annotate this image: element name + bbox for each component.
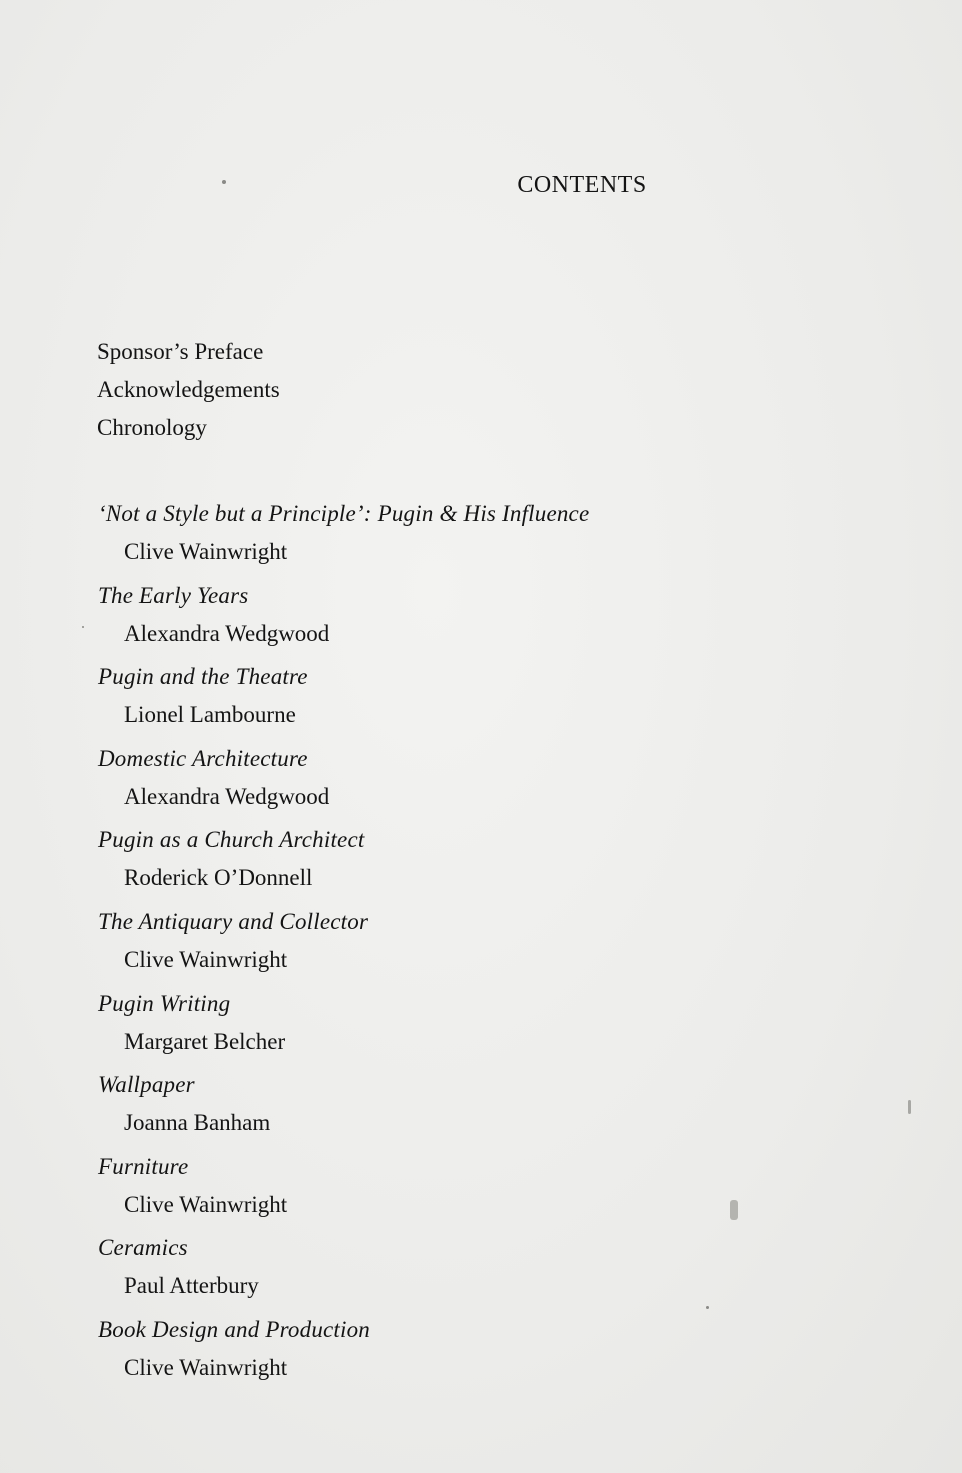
essay-author: Clive Wainwright <box>124 1354 288 1380</box>
essay-title: The Early Years <box>98 582 249 608</box>
essay-title: Pugin and the Theatre <box>98 664 308 690</box>
essay-title: Wallpaper <box>98 1072 195 1098</box>
essay-entry <box>98 908 798 990</box>
essay-entry <box>98 990 798 1072</box>
essay-author: Clive Wainwright <box>124 539 288 564</box>
essay-entry <box>98 582 798 664</box>
essay-entry <box>98 1234 798 1316</box>
paper-speck <box>706 1306 709 1309</box>
essay-author: Joanna Banham <box>124 1110 271 1136</box>
essay-entry <box>98 1071 798 1153</box>
page-heading: CONTENTS <box>517 172 647 198</box>
essay-list <box>98 500 798 1398</box>
essay-author: Lionel Lambourne <box>124 702 296 728</box>
paper-speck <box>908 1100 911 1114</box>
essay-title: Ceramics <box>98 1235 188 1261</box>
prelim-item-chronology: Chronology <box>97 415 207 440</box>
essay-title: Pugin Writing <box>98 990 231 1016</box>
paper-speck <box>222 180 226 184</box>
prelim-item-sponsors-preface: Sponsor’s Preface <box>97 339 264 364</box>
essay-entry <box>98 826 798 908</box>
prelim-item-acknowledgements: Acknowledgements <box>97 377 280 402</box>
essay-author: Margaret Belcher <box>124 1028 286 1054</box>
essay-title: ‘Not a Style but a Principle’: Pugin & His Influence <box>98 501 590 526</box>
essay-entry <box>98 663 798 745</box>
essay-entry <box>98 500 798 582</box>
essay-entry <box>98 1316 798 1398</box>
paper-speck <box>82 626 84 628</box>
essay-title: The Antiquary and Collector <box>98 908 369 934</box>
essay-author: Clive Wainwright <box>124 1191 288 1217</box>
essay-author: Clive Wainwright <box>124 946 288 972</box>
essay-author: Paul Atterbury <box>124 1273 259 1299</box>
paper-speck <box>730 1200 738 1220</box>
essay-entry <box>98 1153 798 1235</box>
essay-title: Book Design and Production <box>98 1316 371 1342</box>
essay-author: Roderick O’Donnell <box>124 865 313 891</box>
essay-title: Pugin as a Church Architect <box>98 827 365 853</box>
essay-author: Alexandra Wedgwood <box>124 620 330 646</box>
essay-entry <box>98 745 798 827</box>
essay-title: Furniture <box>98 1153 189 1179</box>
essay-title: Domestic Architecture <box>98 745 308 771</box>
essay-author: Alexandra Wedgwood <box>124 783 330 809</box>
preliminary-list <box>97 337 280 451</box>
